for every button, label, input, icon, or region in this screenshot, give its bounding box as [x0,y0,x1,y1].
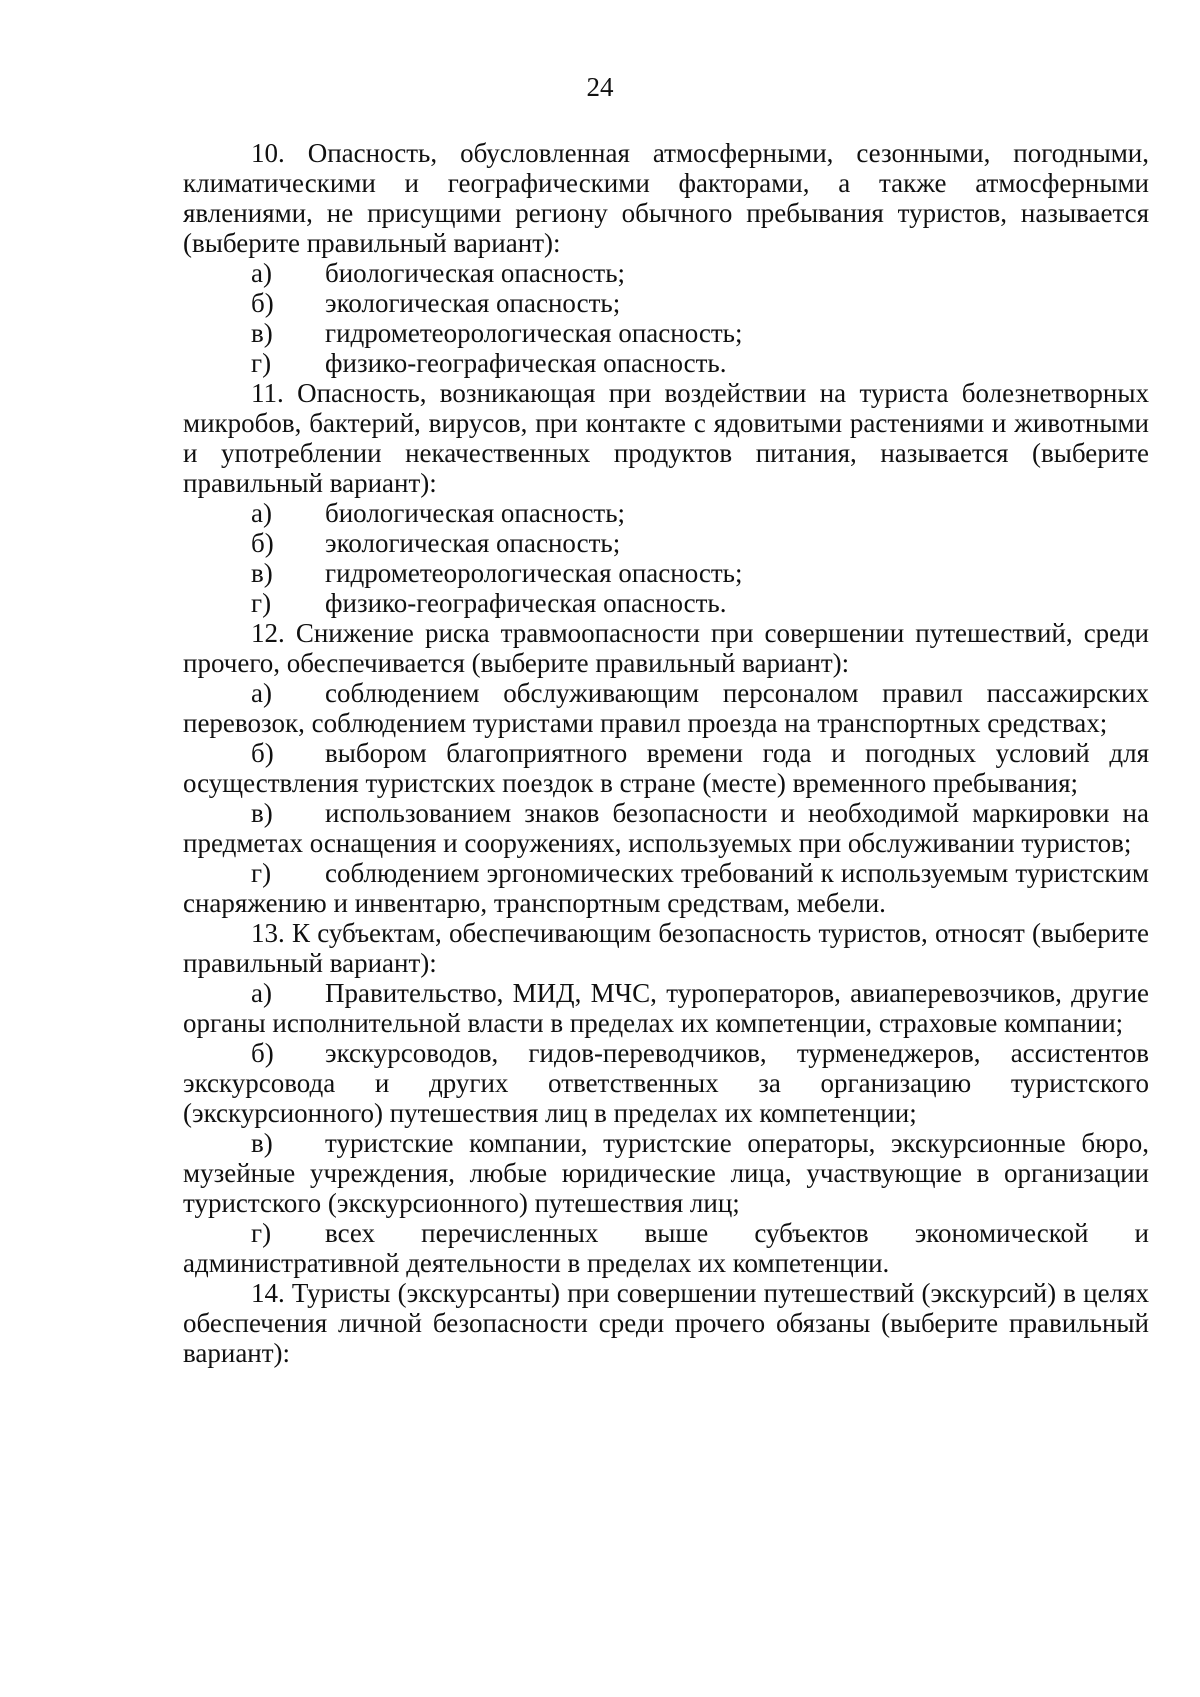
option-text: экскурсоводов, гидов-переводчиков, турменеджеров, ассистентов экскурсовода и других ответственных за организацию туристского (экскурсионного) путешествия лиц в пределах их компетенции; [183,1038,1149,1128]
question-12 [183,618,1149,918]
answer-option [183,588,1149,618]
option-letter: в) [251,318,273,348]
option-text: экологическая опасность; [325,288,621,318]
question-prompt: 10. Опасность, обусловленная атмосферными, сезонными, погодными, климатическими и географическими факторами, а также атмосферными явлениями, не присущими региону обычного пребывания туристов, называется (выберите правильный вариант): [183,138,1149,258]
option-letter: б) [251,738,274,768]
option-text: биологическая опасность; [325,498,626,528]
answer-option [183,558,1149,588]
answer-option [183,348,1149,378]
answer-option [183,498,1149,528]
option-text: всех перечисленных выше субъектов экономической и административной деятельности в пределах их компетенции. [183,1218,1149,1278]
option-text: физико-географическая опасность. [325,348,727,378]
option-letter: в) [251,798,273,828]
answer-option [183,1218,1149,1278]
option-text: использованием знаков безопасности и необходимой маркировки на предметах оснащения и сооружениях, используемых при обслуживании туристов; [183,798,1149,858]
question-prompt: 11. Опасность, возникающая при воздействии на туриста болезнетворных микробов, бактерий, вирусов, при контакте с ядовитыми растениями и животными и употреблении некачественных продуктов питания, называется (выберите правильный вариант): [183,378,1149,498]
question-prompt: 12. Снижение риска травмоопасности при совершении путешествий, среди прочего, обеспечивается (выберите правильный вариант): [183,618,1149,678]
page-number: 24 [586,72,614,102]
option-letter: а) [251,978,272,1008]
question-prompt: 14. Туристы (экскурсанты) при совершении путешествий (экскурсий) в целях обеспечения личной безопасности среди прочего обязаны (выберите правильный вариант): [183,1278,1149,1368]
answer-option [183,318,1149,348]
option-letter: а) [251,678,272,708]
option-text: туристские компании, туристские операторы, экскурсионные бюро, музейные учреждения, любые юридические лица, участвующие в организации туристского (экскурсионного) путешествия лиц; [183,1128,1149,1218]
option-text: соблюдением эргономических требований к используемым туристским снаряжению и инвентарю, транспортным средствам, мебели. [183,858,1149,918]
option-text: гидрометеорологическая опасность; [325,558,743,588]
option-letter: б) [251,528,274,558]
answer-option [183,528,1149,558]
option-letter: а) [251,258,272,288]
answer-option [183,798,1149,858]
option-text: физико-географическая опасность. [325,588,727,618]
option-text: биологическая опасность; [325,258,626,288]
question-13 [183,918,1149,1278]
option-letter: г) [251,588,272,618]
document-body [183,138,1149,1368]
question-11 [183,378,1149,618]
answer-option [183,1128,1149,1218]
answer-option [183,258,1149,288]
option-letter: б) [251,1038,274,1068]
answer-option [183,1038,1149,1128]
question-14 [183,1278,1149,1368]
option-text: экологическая опасность; [325,528,621,558]
option-letter: г) [251,1218,272,1248]
option-letter: а) [251,498,272,528]
option-letter: г) [251,348,272,378]
answer-option [183,978,1149,1038]
option-text: соблюдением обслуживающим персоналом правил пассажирских перевозок, соблюдением туристами правил проезда на транспортных средствах; [183,678,1149,738]
option-text: выбором благоприятного времени года и погодных условий для осуществления туристских поездок в стране (месте) временного пребывания; [183,738,1149,798]
option-letter: в) [251,558,273,588]
answer-option [183,288,1149,318]
answer-option [183,858,1149,918]
question-prompt: 13. К субъектам, обеспечивающим безопасность туристов, относят (выберите правильный вариант): [183,918,1149,978]
answer-option [183,738,1149,798]
answer-option [183,678,1149,738]
option-letter: б) [251,288,274,318]
option-text: Правительство, МИД, МЧС, туроператоров, авиаперевозчиков, другие органы исполнительной власти в пределах их компетенции, страховые компании; [183,978,1149,1038]
option-letter: в) [251,1128,273,1158]
question-10 [183,138,1149,378]
option-letter: г) [251,858,272,888]
option-text: гидрометеорологическая опасность; [325,318,743,348]
